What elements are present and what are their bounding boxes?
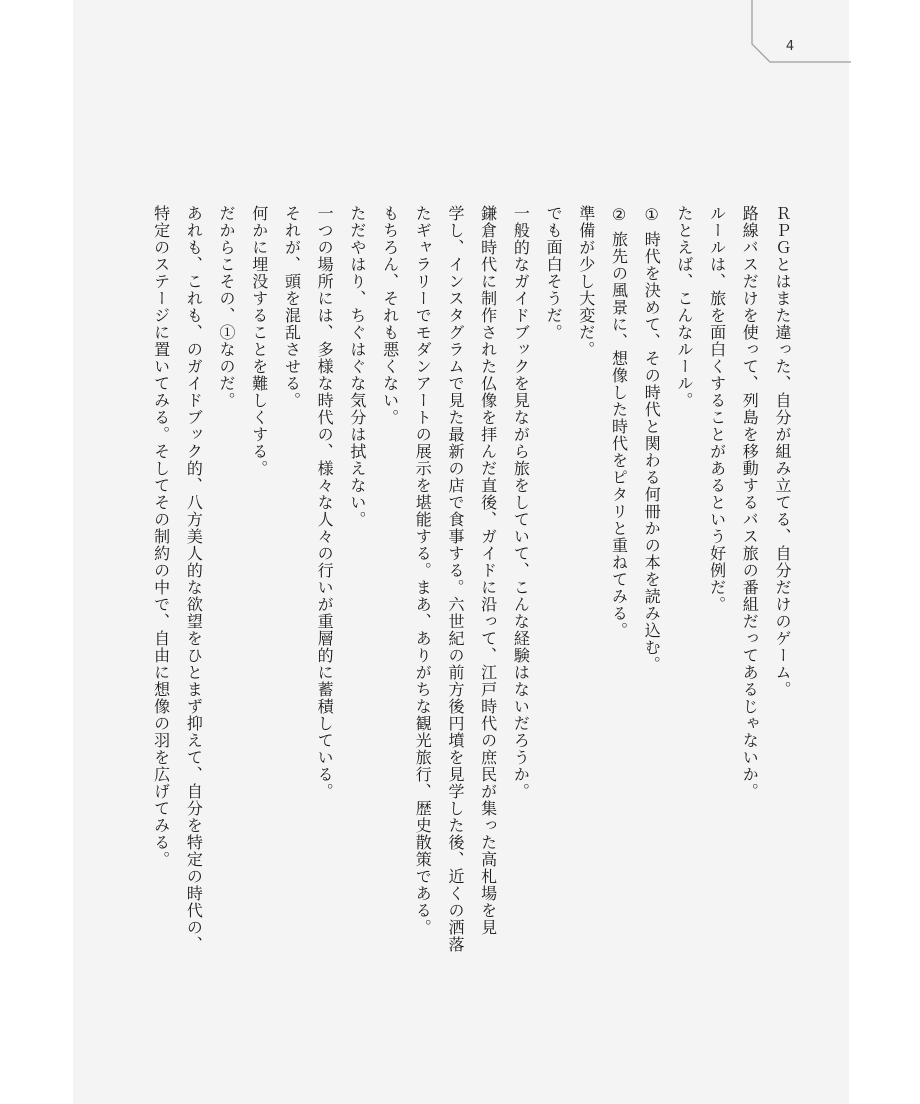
rule-item-1: ① 時代を決めて、その時代と関わる何冊かの本を読み込む。 (642, 205, 662, 674)
text-line: それが、頭を混乱させる。 (282, 205, 302, 409)
text-line: あれも、これも、のガイドブック的、八方美人的な欲望をひとまず抑えて、自分を特定の時代の、 (184, 205, 204, 953)
text-line: 路線バスだけを使って、列島を移動するバス旅の番組だってあるじゃないか。 (740, 205, 760, 800)
text-line: 一つの場所には、多様な時代の、様々な人々の行いが重層的に蓄積している。 (315, 205, 335, 800)
text-line: だからこその、①なのだ。 (217, 205, 237, 409)
text-line: 特定のステージに置いてみる。そしてその制約の中で、自由に想像の羽を広げてみる。 (151, 205, 171, 868)
text-line: ＲＰＧとはまた違った、自分が組み立てる、自分だけのゲーム。 (773, 205, 792, 698)
text-line: でも面白そうだ。 (544, 205, 564, 341)
text-line: もちろん、それも悪くない。 (380, 205, 400, 426)
text-line: 鎌倉時代に制作された仏像を拝んだ直後、ガイドに沿って、江戸時代の庶民が集った高札場を見 (478, 205, 498, 936)
vertical-body-text (144, 205, 798, 995)
text-line: ただやはり、ちぐはぐな気分は拭えない。 (347, 205, 367, 528)
text-line: 準備が少し大変だ。 (576, 205, 596, 358)
text-line: ルールは、旅を面白くすることがあるという好例だ。 (707, 205, 727, 613)
text-line: 一般的なガイドブックを見ながら旅をしていて、こんな経験はないだろうか。 (511, 205, 531, 800)
text-line: たとえば、こんなルール。 (674, 205, 694, 409)
page-number: 4 (785, 39, 795, 54)
text-line: たギャラリーでモダンアートの展示を堪能する。まあ、ありがちな観光旅行、歴史散策である。 (413, 205, 433, 936)
rule-item-2: ② 旅先の風景に、想像した時代をピタリと重ねてみる。 (609, 205, 629, 640)
text-line: 学し、インスタグラムで見た最新の店で食事する。六世紀の前方後円墳を見学した後、近くの洒落 (445, 205, 465, 953)
text-line: 何かに埋没することを難しくする。 (249, 205, 269, 477)
